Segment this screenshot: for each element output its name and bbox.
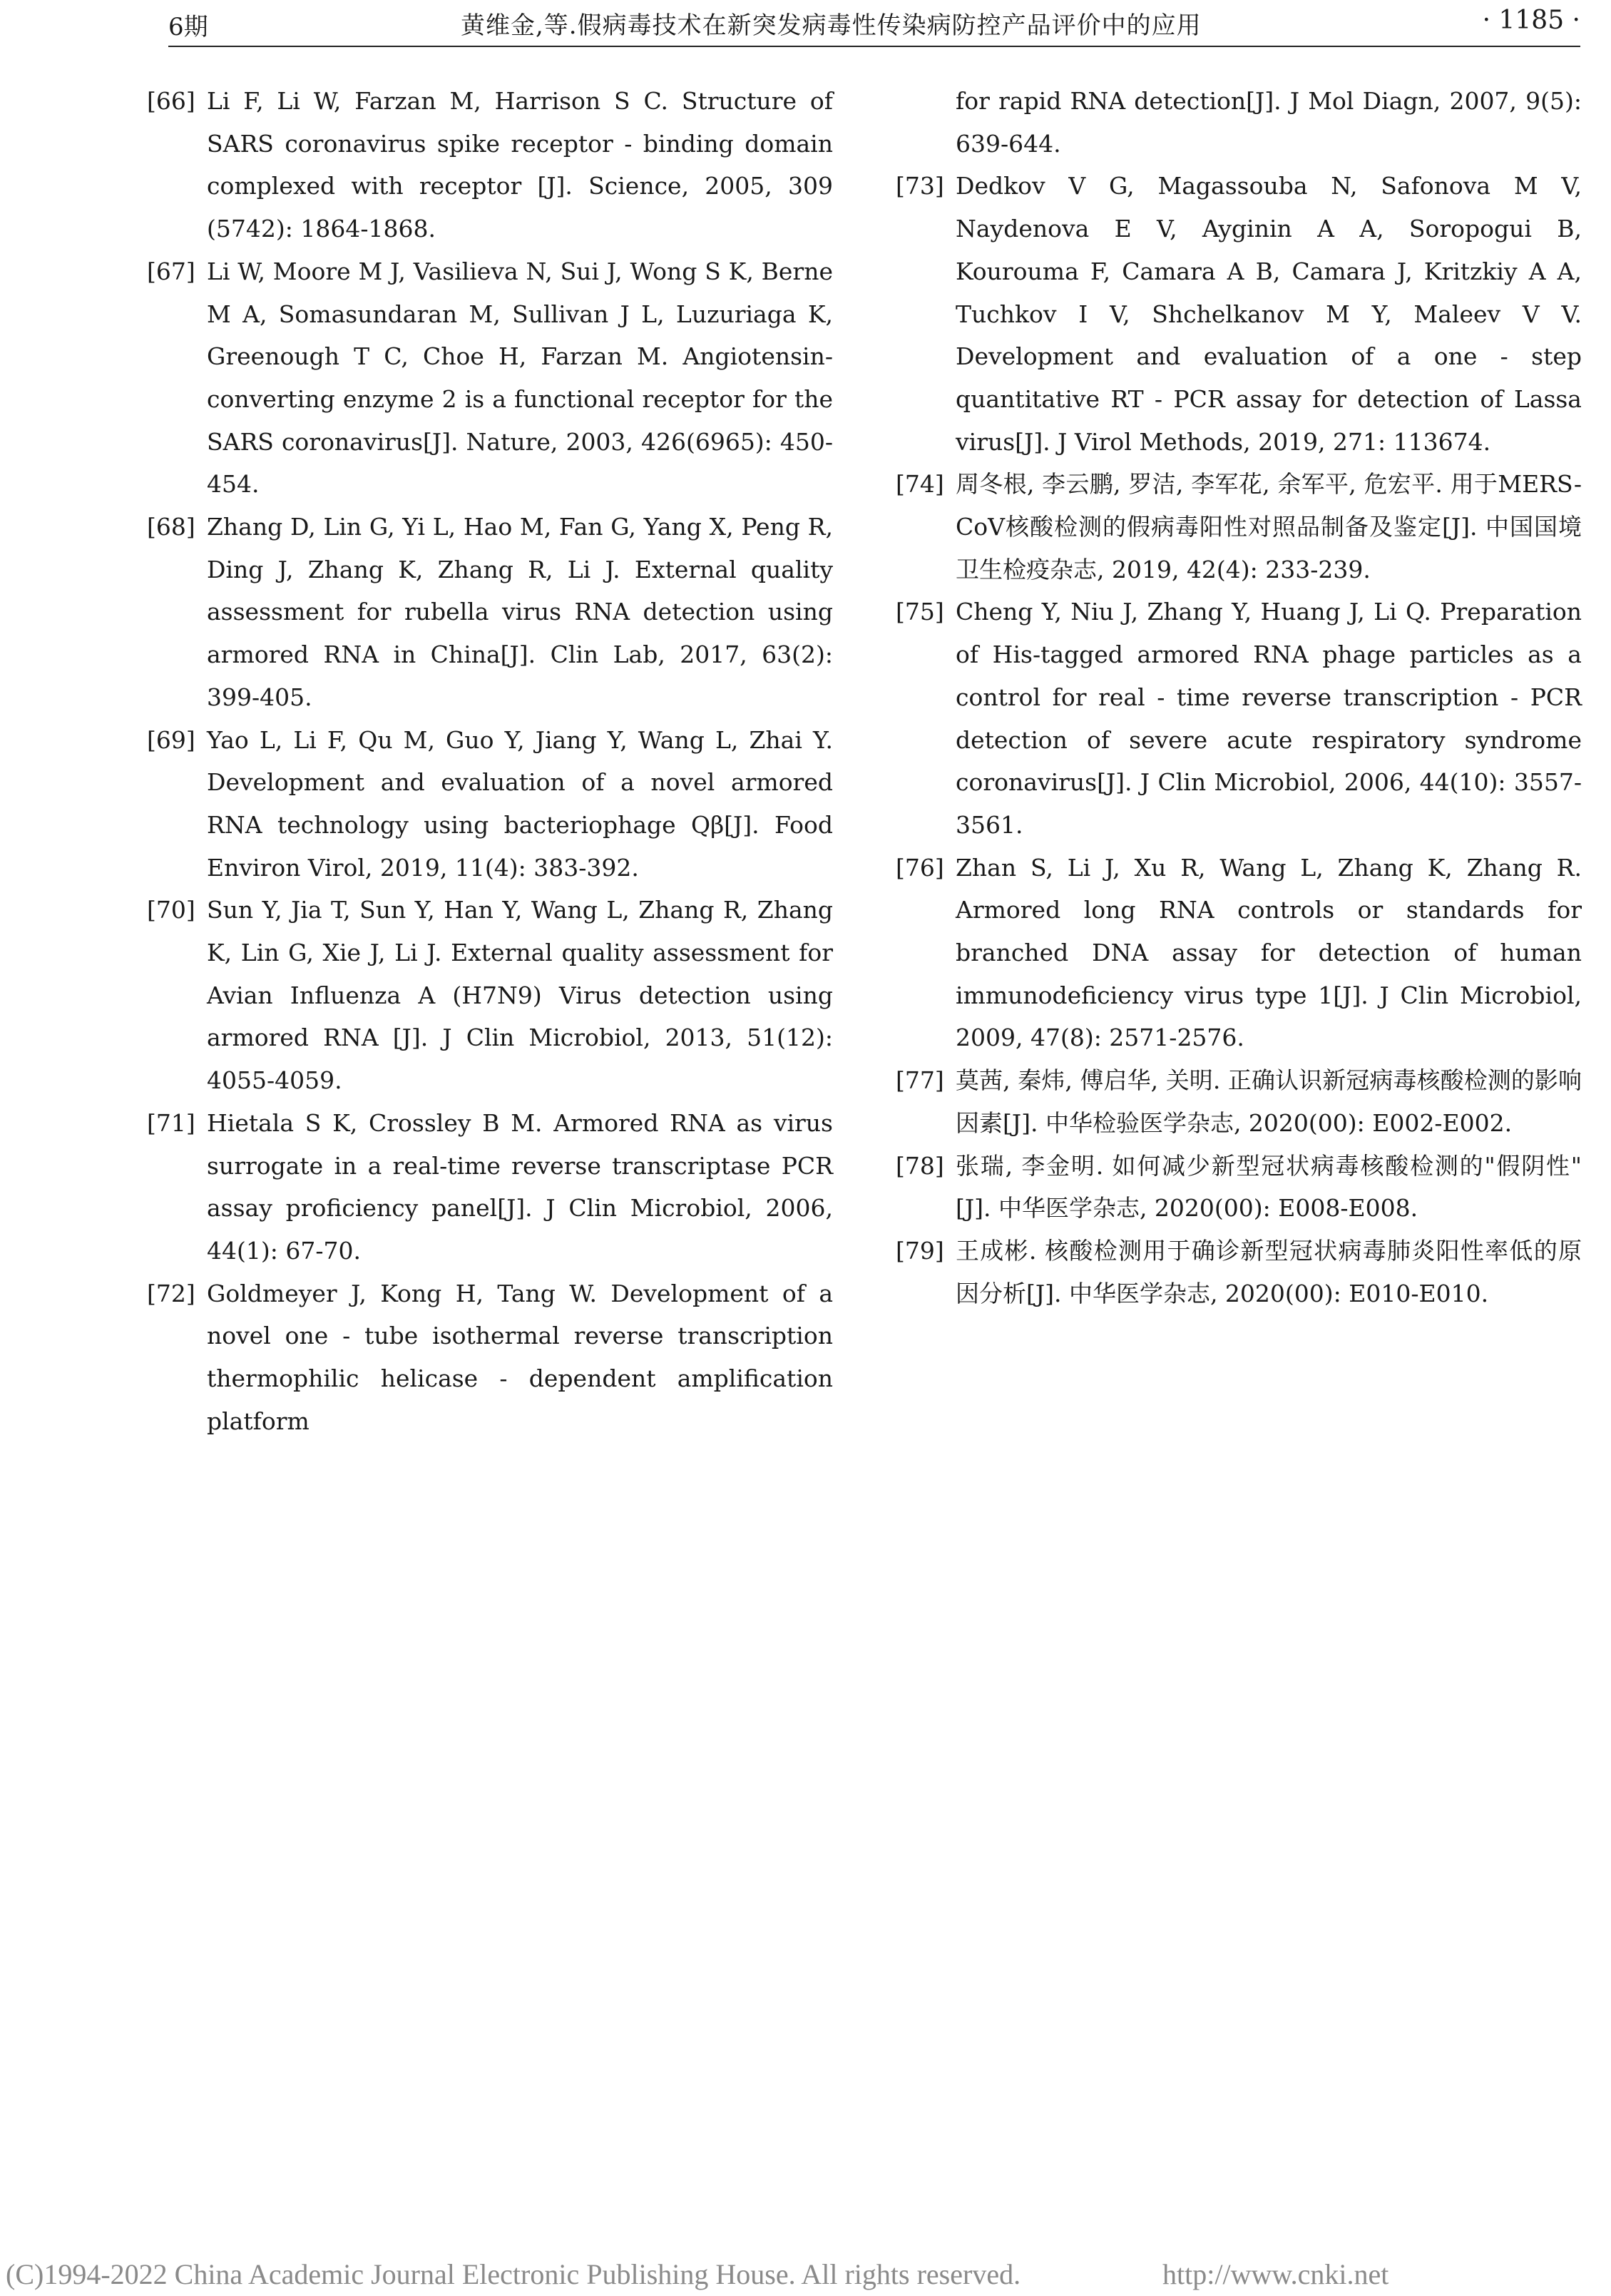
reference-text: 张瑞, 李金明. 如何减少新型冠状病毒核酸检测的"假阴性"[J]. 中华医学杂志, 2020(00): E008-E008.: [956, 1151, 1582, 1223]
reference-number: [79]: [896, 1236, 944, 1265]
copyright-notice: (C)1994-2022 China Academic Journal Electronic Publishing House. All rights reserved.: [6, 2258, 1021, 2290]
reference-69: [147, 719, 833, 889]
reference-text: Li F, Li W, Farzan M, Harrison S C. Structure of SARS coronavirus spike receptor - binding domain complexed with receptor [J]. Science, 2005, 309 (5742): 1864-1868.: [207, 87, 833, 243]
reference-79: [896, 1230, 1582, 1315]
reference-number: [75]: [896, 598, 944, 626]
reference-number: [66]: [147, 87, 195, 115]
running-header: [168, 0, 1580, 47]
reference-number: [71]: [147, 1108, 195, 1137]
reference-number: [72]: [147, 1279, 195, 1307]
reference-70: [147, 889, 833, 1102]
running-title: 黄维金,等.假病毒技术在新突发病毒性传染病防控产品评价中的应用: [461, 11, 1202, 40]
reference-text: Zhan S, Li J, Xu R, Wang L, Zhang K, Zhang R. Armored long RNA controls or standards for branched DNA assay for detection of human immunodeficiency virus type 1[J]. J Clin Microbiol, 2009, 47(8): 2571-2576.: [956, 853, 1582, 1052]
reference-text: Li W, Moore M J, Vasilieva N, Sui J, Wong S K, Berne M A, Somasundaran M, Sullivan J L, Luzuriaga K, Greenough T C, Choe H, Farzan M. Angiotensin-converting enzyme 2 is a functional receptor for the SARS coronavirus[J]. Nature, 2003, 426(6965): 450-454.: [207, 257, 833, 499]
reference-number: [77]: [896, 1066, 944, 1095]
left-column-references: [147, 80, 833, 1443]
reference-67: [147, 250, 833, 506]
reference-75: [896, 591, 1582, 846]
reference-73: [896, 165, 1582, 463]
reference-number: [69]: [147, 725, 195, 754]
reference-number: [76]: [896, 853, 944, 882]
reference-text: 莫茜, 秦炜, 傅启华, 关明. 正确认识新冠病毒核酸检测的影响因素[J]. 中华检验医学杂志, 2020(00): E002-E002.: [956, 1066, 1582, 1137]
reference-text: Zhang D, Lin G, Yi L, Hao M, Fan G, Yang X, Peng R, Ding J, Zhang K, Zhang R, Li J. External quality assessment for rubella virus RNA detection using armored RNA in China[J]. Clin Lab, 2017, 63(2): 399-405.: [207, 513, 833, 711]
reference-66: [147, 80, 833, 250]
reference-number: [73]: [896, 172, 944, 200]
reference-74: [896, 463, 1582, 591]
reference-text: Goldmeyer J, Kong H, Tang W. Development of a novel one - tube isothermal reverse transcription thermophilic helicase - dependent amplification platform: [207, 1279, 833, 1435]
cnki-url: http://www.cnki.net: [1162, 2258, 1389, 2290]
reference-text: 王成彬. 核酸检测用于确诊新型冠状病毒肺炎阳性率低的原因分析[J]. 中华医学杂志, 2020(00): E010-E010.: [956, 1236, 1582, 1307]
reference-72-continuation: [896, 80, 1582, 165]
reference-text: Yao L, Li F, Qu M, Guo Y, Jiang Y, Wang L, Zhai Y. Development and evaluation of a novel armored RNA technology using bacteriophage Qβ[J]. Food Environ Virol, 2019, 11(4): 383-392.: [207, 725, 833, 882]
reference-text: Hietala S K, Crossley B M. Armored RNA as virus surrogate in a real-time reverse transcriptase PCR assay proficiency panel[J]. J Clin Microbiol, 2006, 44(1): 67-70.: [207, 1108, 833, 1265]
reference-68: [147, 506, 833, 719]
reference-number: [67]: [147, 257, 195, 285]
reference-76: [896, 847, 1582, 1060]
reference-text: Cheng Y, Niu J, Zhang Y, Huang J, Li Q. Preparation of His-tagged armored RNA phage particles as a control for real - time reverse transcription - PCR detection of severe acute respiratory syndrome coronavirus[J]. J Clin Microbiol, 2006, 44(10): 3557-3561.: [956, 598, 1582, 839]
issue-number: 6期: [168, 13, 208, 41]
reference-77: [896, 1059, 1582, 1144]
reference-text: Sun Y, Jia T, Sun Y, Han Y, Wang L, Zhang R, Zhang K, Lin G, Xie J, Li J. External quality assessment for Avian Influenza A (H7N9) Virus detection using armored RNA [J]. J Clin Microbiol, 2013, 51(12): 4055-4059.: [207, 896, 833, 1095]
cnki-footer: [0, 2257, 1611, 2296]
reference-number: [70]: [147, 896, 195, 924]
page-number: · 1185 ·: [1482, 6, 1580, 35]
reference-78: [896, 1145, 1582, 1230]
reference-text: for rapid RNA detection[J]. J Mol Diagn, 2007, 9(5): 639-644.: [956, 87, 1582, 158]
reference-number: [74]: [896, 470, 944, 499]
reference-71: [147, 1102, 833, 1272]
reference-72: [147, 1272, 833, 1443]
right-column-references: [896, 80, 1582, 1315]
reference-number: [68]: [147, 513, 195, 541]
reference-text: 周冬根, 李云鹏, 罗洁, 李军花, 余军平, 危宏平. 用于MERS-CoV核酸检测的假病毒阳性对照品制备及鉴定[J]. 中国国境卫生检疫杂志, 2019, 42(4): 233-239.: [956, 470, 1582, 583]
reference-text: Dedkov V G, Magassouba N, Safonova M V, Naydenova E V, Ayginin A A, Soropogui B, Kourouma F, Camara A B, Camara J, Kritzkiy A A, Tuchkov I V, Shchelkanov M Y, Maleev V V. Development and evaluation of a one - step quantitative RT - PCR assay for detection of Lassa virus[J]. J Virol Methods, 2019, 271: 113674.: [956, 172, 1582, 456]
reference-number: [78]: [896, 1151, 944, 1180]
